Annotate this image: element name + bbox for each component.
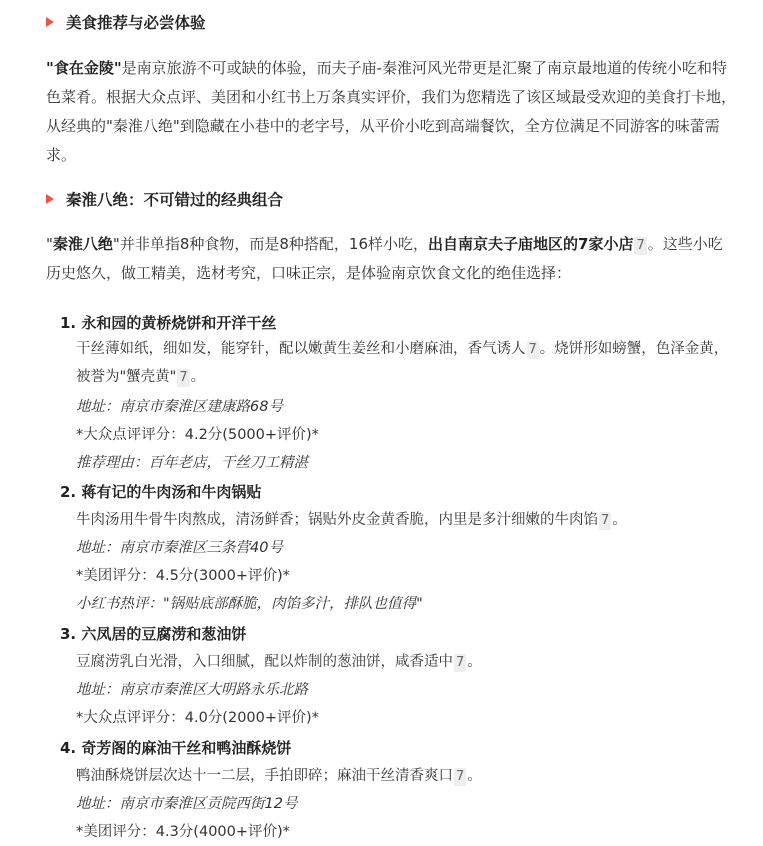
- address-line: 地址：南京市秦淮区建康路68号: [76, 399, 283, 415]
- list-item-title: 4. 奇芳阁的麻油干丝和鸭油酥烧饼: [60, 739, 292, 757]
- desc-text: 。: [190, 369, 206, 385]
- rating-line: *大众点评评分：4.0分(2000+评价)*: [76, 710, 319, 726]
- citation-badge[interactable]: 7: [601, 513, 610, 528]
- desc-text: 牛肉汤用牛骨牛肉熬成，清汤鲜香；锅贴外皮金黄香脆，内里是多汁细嫩的牛肉馅: [76, 512, 598, 528]
- intro-paragraph: [46, 54, 736, 170]
- intro-bold: 出自南京夫子庙地区的7家小店: [428, 235, 634, 253]
- citation-badge[interactable]: 7: [456, 769, 465, 784]
- desc-text: 。: [467, 768, 482, 784]
- list-item-description: [76, 762, 736, 790]
- triangle-bullet-icon: [46, 194, 54, 204]
- section-heading-food: [46, 10, 206, 34]
- rating-line: *美团评分：4.5分(3000+评价)*: [76, 568, 290, 584]
- section-title: 秦淮八绝：不可错过的经典组合: [66, 191, 284, 209]
- intro-text: "并非单指8种食物，而是8种搭配，16样小吃，: [112, 235, 428, 253]
- intro-text: 是南京旅游不可或缺的体验，而夫子庙-秦淮河风光带更是汇聚了南京最地道的传统小吃和特色菜肴。根据大众点评、美团和小红书上万条真实评价，我们为您精选了该区域最受欢迎的美食打卡地，从经典的"秦淮八绝"到隐藏在小巷中的老字号，从平价小吃到高端餐饮，全方位满足不同游客的味蕾需求。: [46, 59, 737, 164]
- list-item-description: [76, 506, 736, 534]
- list-item-description: [76, 335, 736, 391]
- qinhuai-intro-paragraph: [46, 230, 736, 288]
- desc-text: 。烧饼形如螃蟹，色泽金黄，被誉为"蟹壳黄": [76, 341, 729, 385]
- address-line: 地址：南京市秦淮区三条营40号: [76, 540, 283, 556]
- section-title: 美食推荐与必尝体验: [66, 14, 206, 32]
- list-item-title: 3. 六凤居的豆腐涝和葱油饼: [60, 625, 247, 643]
- intro-text: 。这些小吃历史悠久，做工精美，选材考究，口味正宗，是体验南京饮食文化的绝佳选择：: [46, 235, 723, 282]
- citation-badge[interactable]: 7: [179, 370, 188, 385]
- citation-badge[interactable]: 7: [636, 238, 645, 253]
- citation-badge[interactable]: 7: [456, 655, 465, 670]
- list-item-title: 1. 永和园的黄桥烧饼和开洋干丝: [60, 314, 277, 332]
- desc-text: 。: [467, 654, 482, 670]
- desc-text: 干丝薄如纸，细如发，能穿针，配以嫩黄生姜丝和小磨麻油，香气诱人: [76, 341, 526, 357]
- list-item-description: [76, 648, 736, 676]
- quote-mark: ": [46, 235, 53, 253]
- citation-badge[interactable]: 7: [528, 342, 537, 357]
- review-line: 小红书热评："锅贴底部酥脆，肉馅多汁，排队也值得": [76, 596, 423, 612]
- recommendation-line: 推荐理由：百年老店，干丝刀工精湛: [76, 455, 308, 471]
- triangle-bullet-icon: [46, 17, 54, 27]
- desc-text: 豆腐涝乳白光滑，入口细腻，配以炸制的葱油饼，咸香适中: [76, 654, 453, 670]
- list-item-title: 2. 蒋有记的牛肉汤和牛肉锅贴: [60, 483, 262, 501]
- rating-line: *大众点评评分：4.2分(5000+评价)*: [76, 427, 319, 443]
- address-line: 地址：南京市秦淮区大明路永乐北路: [76, 682, 308, 698]
- rating-line: *美团评分：4.3分(4000+评价)*: [76, 824, 290, 840]
- desc-text: 鸭油酥烧饼层次达十一二层，手拍即碎；麻油干丝清香爽口: [76, 768, 453, 784]
- address-line: 地址：南京市秦淮区贡院西街12号: [76, 796, 298, 812]
- intro-bold: 秦淮八绝: [52, 235, 113, 253]
- desc-text: 。: [612, 512, 627, 528]
- section-heading-qinhuai: [46, 187, 283, 211]
- intro-bold: "食在金陵": [46, 59, 122, 77]
